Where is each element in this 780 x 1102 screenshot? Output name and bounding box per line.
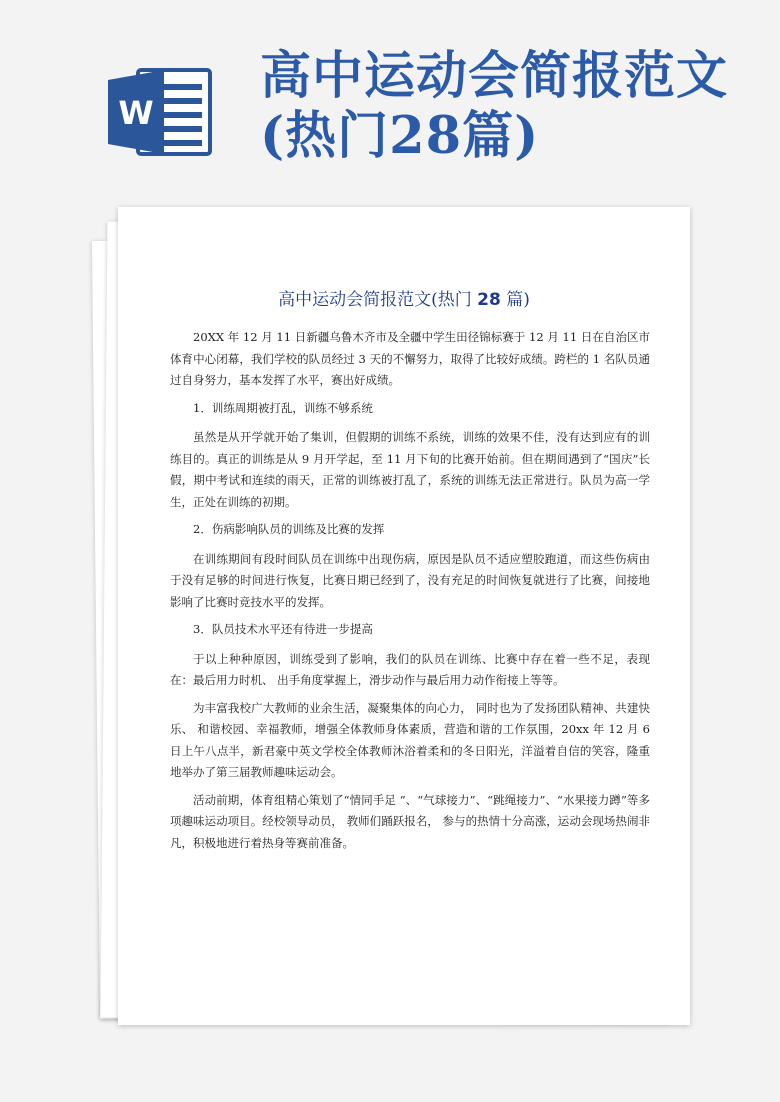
document-page — [118, 207, 690, 1025]
paragraph: 于以上种种原因，训练受到了影响，我们的队员在训练、比赛中存在着一些不足，表现在：最后用力时机、 出手角度掌握上，滑步动作与最后用力动作衔接上等等。 — [170, 651, 650, 687]
document-body — [170, 327, 650, 860]
paragraph: 在训练期间有段时间队员在训练中出现伤病，原因是队员不适应塑胶跑道，而这些伤病由于没有足够的时间进行恢复，比赛日期已经到了，没有充足的时间恢复就进行了比赛，间接地影响了比赛时竞技水平的发挥。 — [170, 551, 650, 609]
section-heading: 1．训练周期被打乱，训练不够系统 — [193, 400, 373, 415]
logo-letter: W — [118, 94, 154, 132]
word-document-icon — [108, 66, 212, 158]
paragraph: 活动前期，体育组精心策划了“情同手足 ”、“气球接力”、“跳绳接力”、“水果接力蹲”等多项趣味运动项目。经校领导动员， 教师们踊跃报名， 参与的热情十分高涨，运动会现场热闹非凡，积极地进行着热身等赛前准备。 — [170, 792, 650, 850]
section-heading: 3．队员技术水平还有待进一步提高 — [193, 622, 373, 636]
document-title — [118, 285, 690, 310]
title-suffix: 篇) — [500, 290, 530, 310]
title-prefix: 高中运动会简报范文(热门 — [278, 290, 478, 310]
header-banner — [0, 0, 780, 200]
paragraph: 20XX 年 12 月 11 日新疆乌鲁木齐市及全疆中学生田径锦标赛于 12 月 11 日在自治区市体育中心闭幕，我们学校的队员经过 3 天的不懈努力，取得了比较好成绩。跨栏的 1 名队员通过自身努力，基本发挥了水平，赛出好成绩。 — [170, 330, 650, 387]
paragraph: 为丰富我校广大教师的业余生活，凝聚集体的向心力， 同时也为了发扬团队精神、共建快乐、 和谐校园、幸福教师，增强全体教师身体素质，营造和谐的工作氛围，20xx 年 12 月 6 日上午八点半，新君豪中英文学校全体教师沐浴着柔和的冬日阳光，洋溢着自信的笑容，隆重地举办了第三届教师趣味运动会。 — [170, 700, 650, 779]
title-number: 28 — [477, 290, 501, 310]
section-heading: 2．伤病影响队员的训练及比赛的发挥 — [193, 522, 385, 536]
paragraph: 虽然是从开学就开始了集训，但假期的训练不系统，训练的效果不佳，没有达到应有的训练目的。真正的训练是从 9 月开学起，至 11 月下旬的比赛开始前。但在期间遇到了“国庆”长假，期中考试和连续的雨天，正常的训练被打乱了，系统的训练无法正常进行。队员为高一学生，正处在训练的初期。 — [170, 430, 650, 509]
page-headline: 高中运动会简报范文(热门28篇) — [260, 46, 729, 166]
